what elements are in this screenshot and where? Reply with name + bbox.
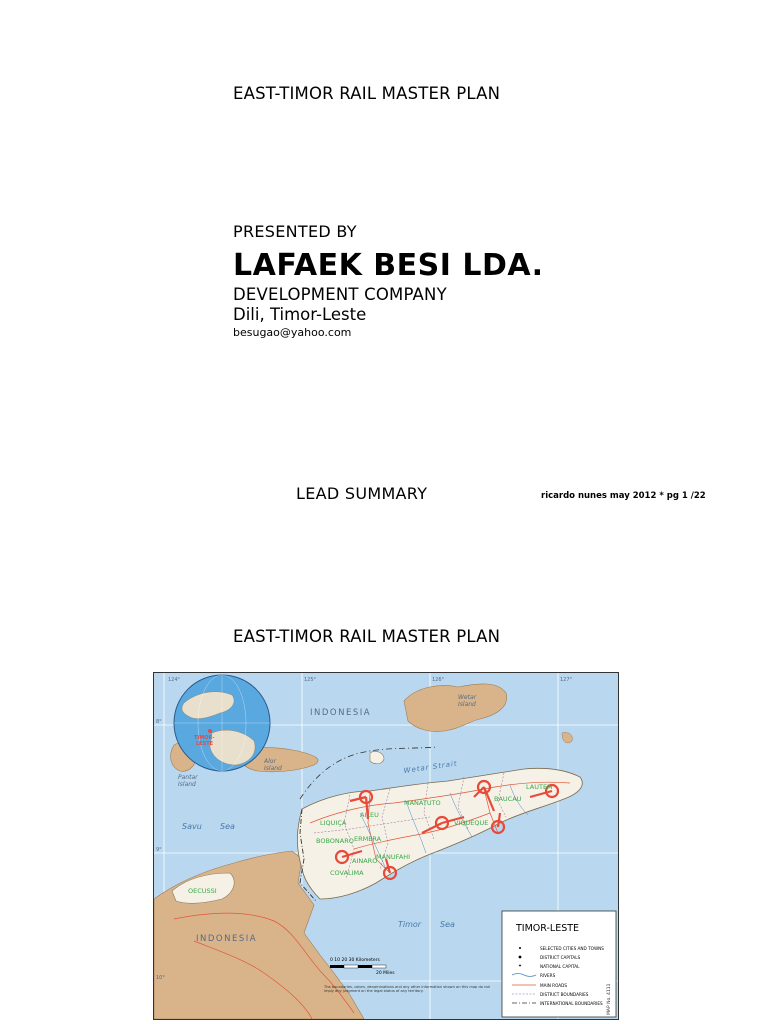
svg-text:127°: 127° [560,677,573,683]
svg-text:MANATUTO: MANATUTO [404,799,441,807]
presented-by-label: PRESENTED BY [233,222,357,241]
legend-item-international-boundaries: INTERNATIONAL BOUNDARIES [540,1001,603,1006]
map-number: MAP No. 4111 [607,983,612,1015]
svg-text:BAUCAU: BAUCAU [494,795,522,803]
indonesia-label: INDONESIA [310,708,372,718]
svg-text:AILEU: AILEU [360,811,379,819]
kisar-island [562,732,572,742]
svg-text:VIQUEQUE: VIQUEQUE [454,819,489,827]
svg-text:8°: 8° [156,719,162,725]
pantar-island-label-2: Island [178,781,196,788]
savu-sea-label-2: Sea [220,822,235,831]
scale-bar [330,957,395,976]
alor-island-label-2: Island [264,765,282,772]
svg-text:124°: 124° [168,677,181,683]
scale-label: 0 10 20 30 Kilometers [330,958,380,963]
legend-item-district-capitals: DISTRICT CAPITALS [540,955,581,960]
section-label: LEAD SUMMARY [296,484,428,503]
legend-item-cities: SELECTED CITIES AND TOWNS [540,946,604,951]
company-location: Dili, Timor-Leste [233,305,367,324]
wetar-island-label-2: Island [458,701,476,708]
svg-text:ERMERA: ERMERA [354,835,382,843]
alor-island-label: Alor [264,758,276,765]
timor-leste-map [153,672,619,1020]
timor-sea-label-1: Timor [398,920,422,929]
legend-item-main-roads: MAIN ROADS [540,983,568,988]
scale-label-miles: 20 Miles [376,971,395,976]
globe-label-1: TIMOR- [194,735,215,741]
globe-inset [174,675,270,771]
wetar-strait-label: Wetar Strait [403,759,459,775]
atauro-island [370,751,384,763]
pantar-island-label: Pantar [178,774,198,781]
wetar-island-label: Wetar [458,694,477,701]
savu-sea-label-1: Savu [182,822,202,831]
svg-text:AINARO: AINARO [352,857,378,865]
svg-text:COVALIMA: COVALIMA [330,869,364,877]
legend-item-district-boundaries: DISTRICT BOUNDARIES [540,992,589,997]
map-canvas [154,673,618,1019]
svg-text:9°: 9° [156,847,162,853]
svg-text:LAUTEM: LAUTEM [526,783,553,791]
contact-email: besugao@yahoo.com [233,326,352,339]
legend-item-rivers: RIVERS [540,973,556,978]
company-name: LAFAEK BESI LDA. [233,248,544,283]
timor-sea-label-2: Sea [440,920,455,929]
disclaimer: The boundaries, colors, denominations and any other information shown on this map do not imply any judgment on the legal status of any territory. [324,985,490,994]
legend-title: TIMOR-LESTE [516,923,580,934]
svg-text:10°: 10° [156,975,165,981]
document-title: EAST-TIMOR RAIL MASTER PLAN [233,84,501,103]
svg-text:LIQUIÇA: LIQUIÇA [320,819,347,827]
svg-text:MANUFAHI: MANUFAHI [376,853,411,861]
author-page-info: ricardo nunes may 2012 * pg 1 /22 [541,491,706,501]
svg-text:BOBONARO: BOBONARO [316,837,354,845]
map-legend [502,911,616,1017]
company-type: DEVELOPMENT COMPANY [233,285,447,304]
svg-text:125°: 125° [304,677,317,683]
svg-text:126°: 126° [432,677,445,683]
svg-text:OECUSSI: OECUSSI [188,887,217,895]
wetar-island [404,684,507,732]
legend-item-national-capital: NATIONAL CAPITAL [540,964,580,969]
document-title-repeat: EAST-TIMOR RAIL MASTER PLAN [233,627,501,646]
indonesia-lower-label: INDONESIA [196,934,258,944]
globe-label-2: LESTE [196,741,214,747]
